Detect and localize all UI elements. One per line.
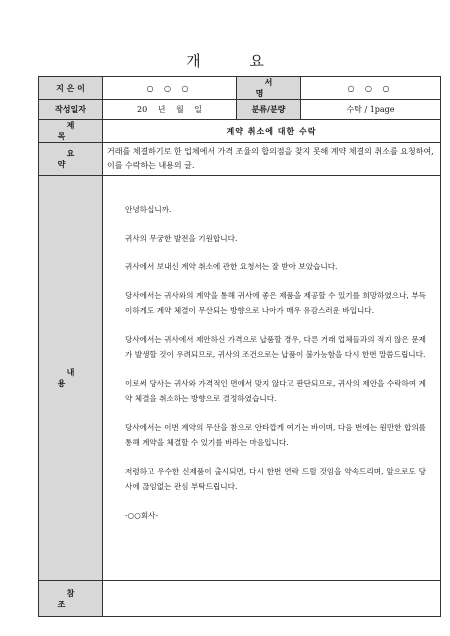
date-value: 20 년 월 일 — [103, 100, 237, 120]
document-info-table — [38, 76, 441, 617]
content-row — [39, 176, 441, 581]
reference-value — [103, 581, 441, 617]
company-signature: -○○회사- — [125, 510, 159, 520]
date-label: 작성일자 — [39, 100, 103, 120]
subject-value: 계약 취소에 대한 수락 — [103, 120, 441, 143]
content-paragraph: 당사에서는 이번 계약의 무산을 참으로 안타깝게 여기는 바이며, 다음 번에는 원만한 합의를 통해 계약을 체결할 수 있기를 바라는 마음입니다. — [125, 422, 426, 447]
summary-text: 거래를 체결하기로 한 업체에서 가격 조율의 합의점을 찾지 못해 계약 체결의 취소를 요청하여, 이를 수락하는 내용의 글. — [103, 143, 441, 176]
subject-label: 제 목 — [39, 120, 103, 143]
summary-label: 요 약 — [39, 143, 103, 176]
date-row — [39, 100, 441, 120]
author-value: ○ ○ ○ — [103, 77, 237, 100]
content-paragraph: 당사에서는 귀사에서 제안하신 가격으로 납품할 경우, 다른 거래 업체들과의 적지 않은 문제가 발생할 것이 우려되므로, 귀사의 조건으로는 납품이 불가능함을 다시 한번 말씀드립니다. — [125, 334, 426, 359]
page-title: 개 요 — [186, 52, 286, 70]
content-paragraph: 안녕하십니까. — [125, 205, 172, 214]
author-row — [39, 77, 441, 100]
content-paragraph: 당사에서는 귀사와의 계약을 통해 귀사에 좋은 제품을 제공할 수 있기를 희망하였으나, 부득이하게도 계약 체결이 무산되는 방향으로 나아가 매우 유감스러운 바입니다. — [125, 290, 426, 315]
content-paragraph: 저렴하고 우수한 신제품이 출시되면, 다시 한번 연락 드릴 것임을 약속드리며, 앞으로도 당사에 끊임없는 관심 부탁드립니다. — [125, 466, 426, 491]
category-label: 분류/분량 — [237, 100, 301, 120]
summary-row — [39, 143, 441, 176]
reference-label: 참 조 — [39, 581, 103, 617]
content-paragraph: 이로써 당사는 귀사와 가격적인 면에서 맞지 않다고 판단되므로, 귀사의 제안을 수락하여 계약 체결을 취소하는 방향으로 결정하였습니다. — [125, 378, 426, 403]
seal-label: 서 명 — [237, 77, 301, 100]
content-paragraph: 귀사에서 보내신 계약 취소에 관한 요청서는 잘 받아 보았습니다. — [125, 262, 338, 271]
seal-value: ○ ○ ○ — [301, 77, 441, 100]
content-label: 내 용 — [39, 176, 103, 581]
author-label: 지 은 이 — [39, 77, 103, 100]
content-body — [103, 176, 441, 581]
subject-row — [39, 120, 441, 143]
category-value: 수탁 / 1page — [301, 100, 441, 120]
reference-row — [39, 581, 441, 617]
content-paragraph: 귀사의 무궁한 발전을 기원합니다. — [125, 233, 238, 243]
